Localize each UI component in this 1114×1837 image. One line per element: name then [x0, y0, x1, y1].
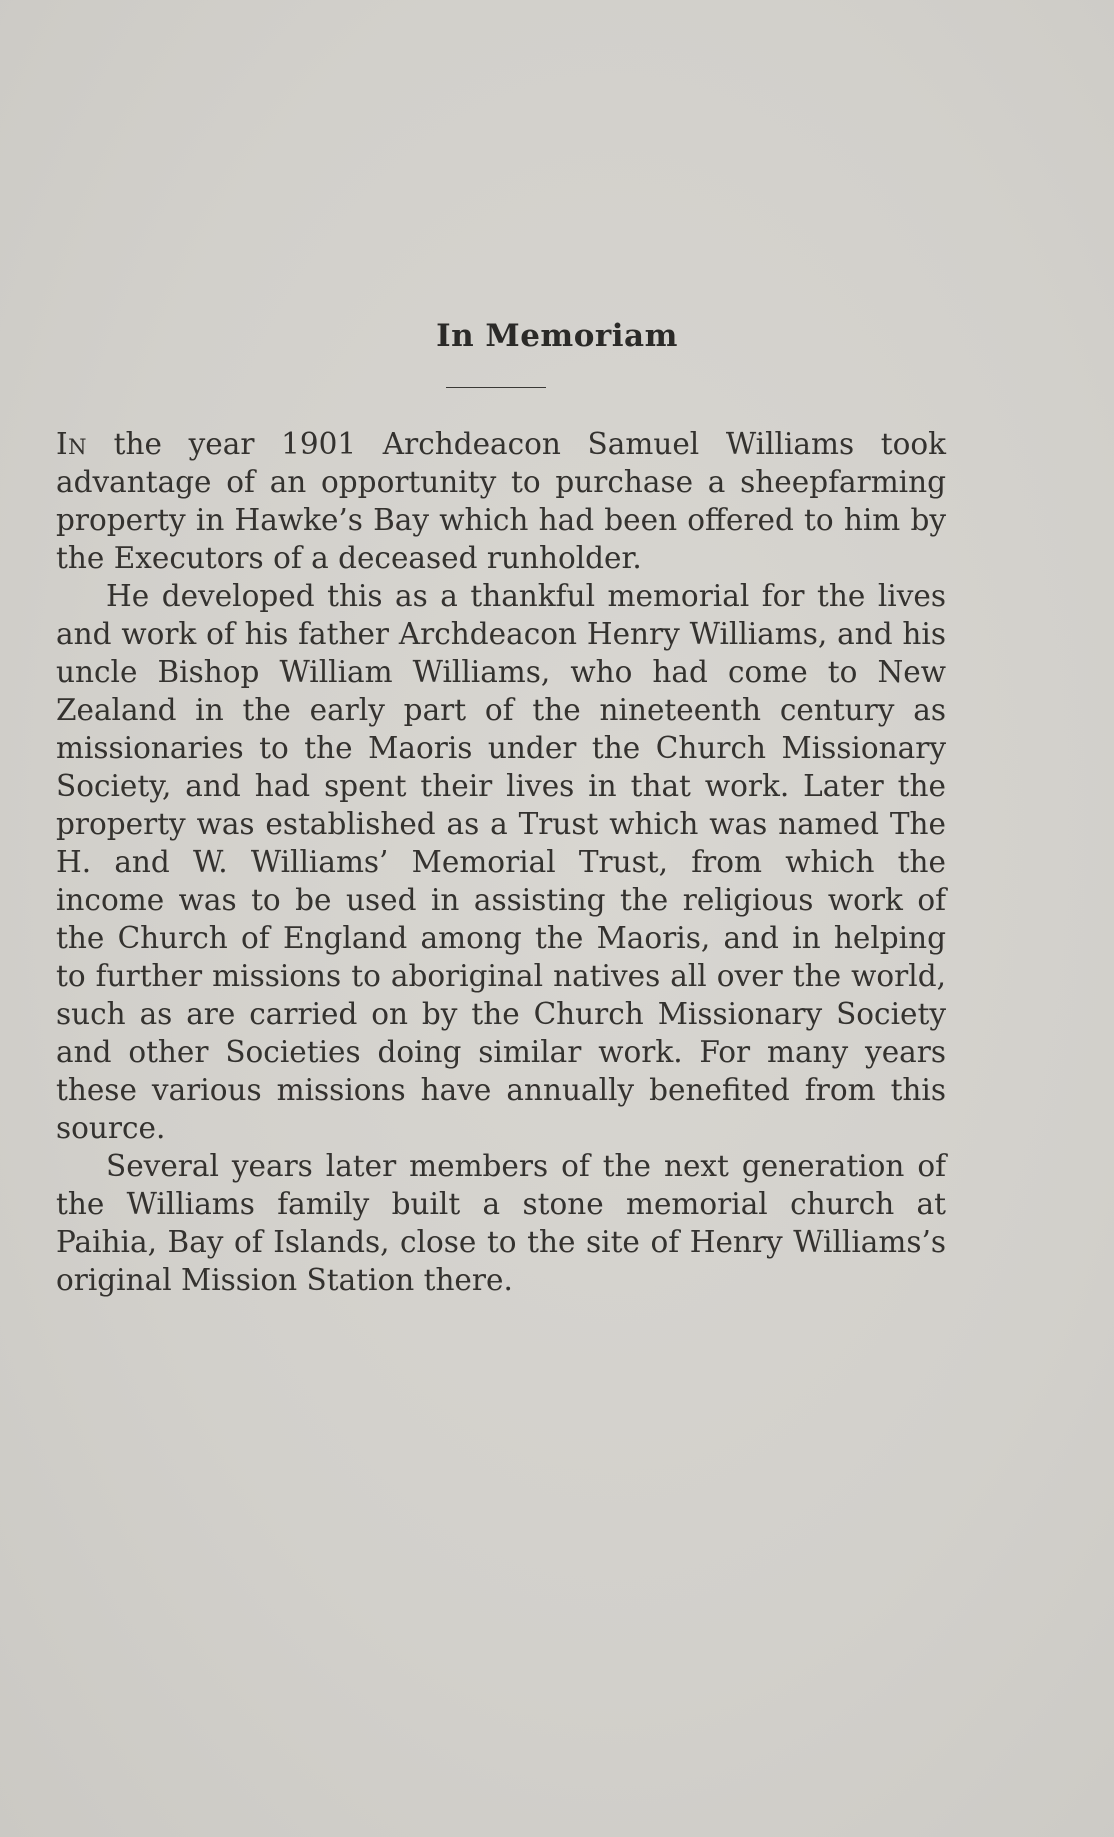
paragraph-3: Several years later members of the next generation of the Williams family built a stone memorial church at Paihia, Bay of Islands, close to the site of Henry Williams’s original Mission Station there.: [56, 1149, 946, 1297]
paragraph-1-text: the year 1901 Archdeacon Samuel Williams took advantage of an opportunity to purchase a sheepfarming property in Hawke’s Bay which had been offered to him by the Executors of a deceased runholder.: [56, 427, 946, 575]
title-divider: [446, 387, 546, 388]
paragraph-2: He developed this as a thankful memorial for the lives and work of his father Archdeacon Henry Williams, and his uncle Bishop William Williams, who had come to New Zealand in the early part of the nineteenth century as missionaries to the Maoris under the Church Missionary Society, and had spent their lives in that work. Later the property was established as a Trust which was named The H. and W. Williams’ Memorial Trust, from which the income was to be used in assisting the religious work of the Church of England among the Maoris, and in helping to further missions to aboriginal natives all over the world, such as are carried on by the Church Missionary Society and other Societies doing similar work. For many years these various missions have annually benefited from this source.: [56, 579, 946, 1145]
paragraph-1: [56, 425, 946, 577]
paragraph-1-lead: In: [56, 427, 88, 461]
body-text: [56, 425, 946, 1299]
page-title: In Memoriam: [436, 318, 678, 354]
